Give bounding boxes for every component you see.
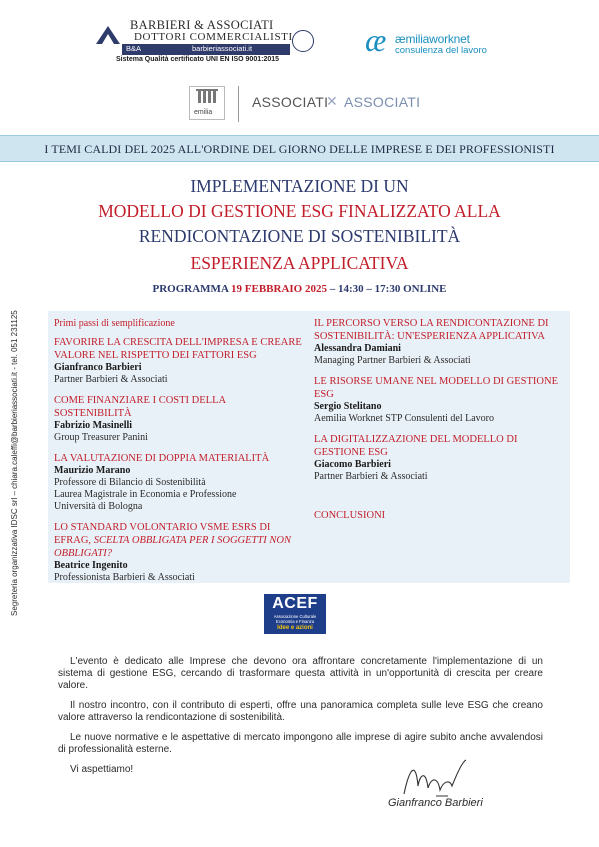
speaker-role: Managing Partner Barbieri & Associati <box>314 355 471 366</box>
signature-name: Gianfranco Barbieri <box>388 797 483 809</box>
associati-label-2: ASSOCIATI <box>344 94 421 110</box>
speaker-role: Partner Barbieri & Associati <box>54 374 168 385</box>
intro-text: Primi passi di semplificazione <box>54 318 175 329</box>
title-line-2: MODELLO DI GESTIONE ESG FINALIZZATO ALLA <box>98 201 501 221</box>
signature-scribble-icon <box>396 756 486 802</box>
speaker-name: Maurizio Marano <box>54 465 131 476</box>
speaker-name: Beatrice Ingenito <box>54 560 128 571</box>
session-title <box>54 521 304 560</box>
speaker-name: Gianfranco Barbieri <box>54 362 142 373</box>
session-title: IL PERCORSO VERSO LA RENDICONTAZIONE DI SOSTENIBILITÀ: UN'ESPERIENZA APPLICATIVA <box>314 318 549 342</box>
emilia-logo <box>189 86 225 120</box>
speaker-role: Laurea Magistrale in Economia e Professione <box>54 489 237 500</box>
ba-abbr: B&A <box>126 44 142 53</box>
paragraph: Vi aspettiamo! <box>70 764 134 775</box>
program-left-column <box>54 317 304 584</box>
session-title: LA VALUTAZIONE DI DOPPIA MATERIALITÀ <box>54 453 270 464</box>
building-icon <box>190 87 224 109</box>
topic-banner <box>0 135 599 162</box>
speaker-role: Aemilia Worknet STP Consulenti del Lavoro <box>314 413 495 424</box>
associati-label-1: ASSOCIATI <box>252 94 329 110</box>
session-title: FAVORIRE LA CRESCITA DELL'IMPRESA E CREARE VALORE NEL RISPETTO DEI FATTORI ESG <box>54 337 302 361</box>
program-label: PROGRAMMA <box>152 283 232 295</box>
dnv-seal-icon <box>292 30 314 52</box>
session-title: LE RISORSE UMANE NEL MODELLO DI GESTIONE ESG <box>314 376 559 400</box>
ba-certification: Sistema Qualità certificato UNI EN ISO 9001:2015 <box>116 56 280 63</box>
associati-x-icon: ✕ <box>326 95 338 110</box>
ae-subtitle: consulenza del lavoro <box>395 45 487 56</box>
barbieri-associati-logo <box>96 18 316 68</box>
speaker-role: Professore di Bilancio di Sostenibilità <box>54 477 206 488</box>
ba-website: barbieriassociati.it <box>192 44 253 53</box>
conclusion-title: CONCLUSIONI <box>314 510 386 521</box>
speaker-name: Giacomo Barbieri <box>314 459 391 470</box>
banner-text: I TEMI CALDI DEL 2025 ALL'ORDINE DEL GIORNO DELLE IMPRESE E DEI PROFESSIONISTI <box>44 142 555 156</box>
acef-name: ACEF <box>272 595 318 612</box>
emilia-label: emilia <box>194 109 213 116</box>
title-line-1: IMPLEMENTAZIONE DI UN <box>190 176 409 196</box>
program-time: – 14:30 – 17:30 ONLINE <box>327 283 447 295</box>
program-box <box>48 311 570 583</box>
speaker-role: Group Treasurer Panini <box>54 432 148 443</box>
paragraph: L'evento è dedicato alle Imprese che devono ora affrontare concretamente l'implementazione di un sistema di gestione ESG, cercando di trasformare questa attività in un'opportunità di crescita per creare valore. <box>58 656 543 691</box>
speaker-role: Università di Bologna <box>54 501 143 512</box>
acef-subtitle: Associazione Culturale Economia e Finanza <box>273 614 317 624</box>
speaker-name: Sergio Stelitano <box>314 401 382 412</box>
speaker-role: Partner Barbieri & Associati <box>314 471 428 482</box>
acef-tagline: Idee e azioni <box>277 625 313 631</box>
session-title-main: LO STANDARD VOLONTARIO VSME ESRS DI EFRAG, <box>54 522 271 546</box>
session-title: COME FINANZIARE I COSTI DELLA SOSTENIBILITÀ <box>54 395 226 419</box>
paragraph: Il nostro incontro, con il contributo di esperti, offre una panoramica completa sulle leve ESG che creano valore attraverso la rendicontazione di sostenibilità. <box>58 700 543 723</box>
program-right-column <box>314 317 566 522</box>
program-line <box>0 283 599 295</box>
ae-name: æmiliaworknet <box>395 32 470 46</box>
side-contact-text: Segreteria organizzativa IDSC srl – chiara.caleffi@barbieriassociati.it - tel. 051 231125 <box>10 310 19 616</box>
title-line-3: RENDICONTAZIONE DI SOSTENIBILITÀ <box>138 226 461 246</box>
speaker-role: Professionista Barbieri & Associati <box>54 572 195 583</box>
program-date: 19 FEBBRAIO 2025 <box>231 283 327 295</box>
session-title-italic: SCELTA OBBLIGATA PER I SOGGETTI NON OBBLIGATI? <box>54 535 291 559</box>
ba-subtitle: DOTTORI COMMERCIALISTI <box>134 31 293 43</box>
ae-mark-icon: æ <box>365 22 387 58</box>
ba-mark-icon <box>96 26 120 44</box>
ba-name: BARBIERI & ASSOCIATI <box>130 18 274 32</box>
session-title: LA DIGITALIZZAZIONE DEL MODELLO DI GESTIONE ESG <box>314 434 518 458</box>
acef-logo <box>264 594 326 634</box>
title-line-4: ESPERIENZA APPLICATIVA <box>190 253 409 273</box>
aemilia-worknet-logo <box>365 24 525 64</box>
header-divider <box>238 86 239 122</box>
speaker-name: Alessandra Damiani <box>314 343 401 354</box>
speaker-name: Fabrizio Masinelli <box>54 420 133 431</box>
paragraph: Le nuove normative e le aspettative di mercato impongono alle imprese di agire subito anche avvalendosi di professionalità esterne. <box>58 732 543 755</box>
